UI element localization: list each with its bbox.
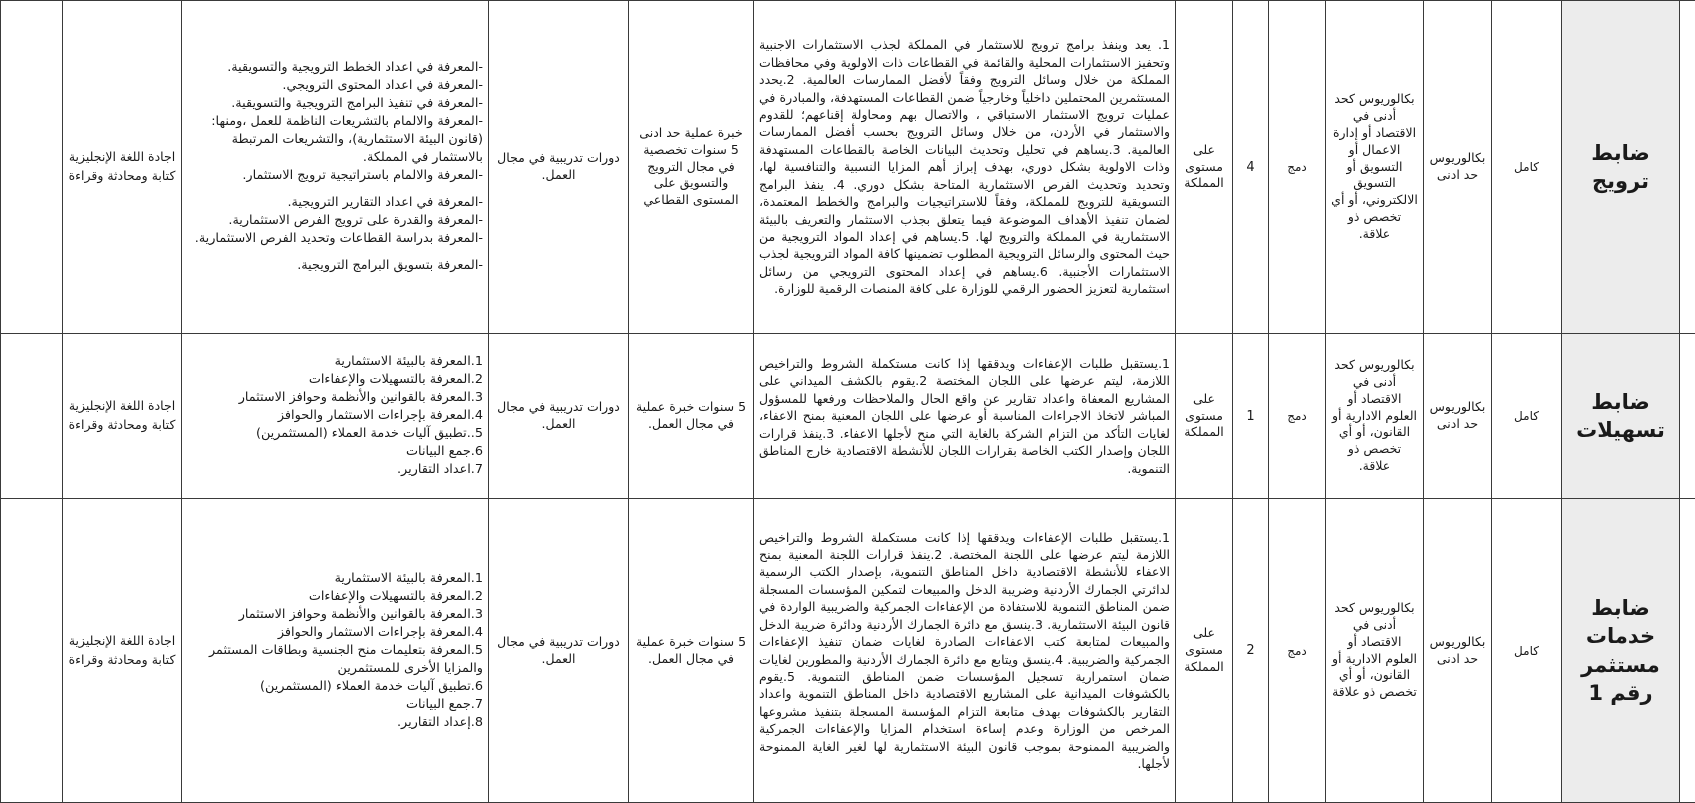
- table-row: [1, 1, 1695, 334]
- work-level: على مستوى المملكة: [1176, 499, 1233, 803]
- vacancy-count: 4: [1233, 1, 1269, 334]
- category: دمج: [1269, 334, 1326, 499]
- competency-item: -المعرفة بتسويق البرامج الترويجية.: [187, 257, 483, 275]
- competency-item: 5.المعرفة بتعليمات منح الجنسية وبطاقات المستثمر والمزايا الأخرى للمستثمرين: [187, 642, 483, 678]
- job-tasks: 1.يستقبل طلبات الإعفاءات ويدققها إذا كانت مستكملة الشروط والتراخيص اللازمة ليتم عرضها على اللجنة المختصة. 2.ينفذ قرارات اللجنة المعنية بمنح الاعفاء للأنشطة الاقتصادية داخل المناطق التنموية، بإصدار الكتب الرسمية لدائرتي الجمارك الأردنية وضريبة الدخل والمبيعات لتمكين المؤسسات المسجلة ضمن المناطق التنموية للاستفادة من الإعفاءات الجمركية والضريبية الواردة في قانون البيئة الاستثمارية. 3.ينسق مع دائرة الجمارك الأردنية ودائرة ضريبة الدخل والمبيعات لمتابعة كتب الاعفاءات الصادرة لغايات ضمان تنفيذ الإعفاءات الجمركية والضريبية. 4.ينسق ويتابع مع دائرة الجمارك الأردنية والمطورين لغايات ضمان استمرارية تسجيل المؤسسات ضمن المناطق التنموية. 5.يقوم بالكشوفات الميدانية على المشاريع الاقتصادية داخل المناطق التنموية واعداد التقارير بالكشوفات بهدف متابعة التزام المؤسسة المسجلة بتنفيذ مشروعها المرخص من الوزارة وعدم إساءة استخدام المزايا والإعفاءات الجمركية والضريبية الممنوحة بموجب قانون البيئة الاستثمارية لها لغير الغاية الممنوحة لأجلها.: [754, 499, 1176, 803]
- job-title: ضابط ترويج: [1562, 1, 1680, 334]
- job-type: كامل: [1492, 334, 1562, 499]
- min-qualification: بكالوريوس حد ادنى: [1424, 499, 1492, 803]
- competency-item: -المعرفة في تنفيذ البرامج الترويجية والتسويقية.: [187, 95, 483, 113]
- row-edge-strip: [1, 334, 63, 499]
- min-qualification: بكالوريوس حد ادنى: [1424, 334, 1492, 499]
- row-edge-strip: [1680, 499, 1695, 803]
- competency-item: 7.جمع البيانات: [187, 696, 483, 714]
- competency-item: -المعرفة بدراسة القطاعات وتحديد الفرص الاستثمارية.: [187, 230, 483, 248]
- job-tasks: 1.يستقبل طلبات الإعفاءات ويدققها إذا كانت مستكملة الشروط والتراخيص اللازمة، ليتم عرضها على اللجان المختصة 2.يقوم بالكشف الميداني على المشاريع المعفاة واعداد تقارير عن واقع الحال والملاحظات ورفعها للمسؤول المباشر لاتخاذ الاجراءات المناسبة أو عرضها على اللجان المعنية بمنح الاعفاء، لغايات التأكد من التزام الشركة بالغاية التي منح لأجلها الاعفاء. 3.ينفذ قرارات اللجان وإصدار الكتب الخاصة بقرارات اللجان للأنشطة الاقتصادية خارج المناطق التنموية.: [754, 334, 1176, 499]
- competency-item: 7.اعداد التقارير.: [187, 461, 483, 479]
- category: دمج: [1269, 499, 1326, 803]
- competency-item: -المعرفة والقدرة على ترويج الفرص الاستثمارية.: [187, 212, 483, 230]
- competency-item: -المعرفة في اعداد التقارير الترويجية.: [187, 194, 483, 212]
- competency-item: 2.المعرفة بالتسهيلات والإعفاءات: [187, 588, 483, 606]
- competency-item: [187, 248, 483, 257]
- competency-item: 1.المعرفة بالبيئة الاستثمارية: [187, 570, 483, 588]
- experience: 5 سنوات خبرة عملية في مجال العمل.: [629, 334, 754, 499]
- job-type: كامل: [1492, 499, 1562, 803]
- job-title: ضابط خدمات مستثمر رقم 1: [1562, 499, 1680, 803]
- training-courses: دورات تدريبية في مجال العمل.: [489, 334, 629, 499]
- row-edge-strip: [1680, 334, 1695, 499]
- training-courses: دورات تدريبية في مجال العمل.: [489, 499, 629, 803]
- competency-item: 4.المعرفة بإجراءات الاستثمار والحوافز: [187, 624, 483, 642]
- competency-item: 3.المعرفة بالقوانين والأنظمة وحوافز الاستثمار: [187, 389, 483, 407]
- specialization: بكالوريوس كحد أدنى في الاقتصاد أو إدارة الاعمال أو التسويق أو التسويق الالكتروني، أو أي تخصص ذو علاقة.: [1326, 1, 1424, 334]
- table-row: [1, 334, 1695, 499]
- row-edge-strip: [1680, 1, 1695, 334]
- competency-item: [187, 185, 483, 194]
- table-row: [1, 499, 1695, 803]
- work-level: على مستوى المملكة: [1176, 334, 1233, 499]
- table-body: [1, 1, 1695, 803]
- competencies-list: [182, 334, 489, 499]
- competency-item: 6.تطبيق آليات خدمة العملاء (المستثمرين): [187, 678, 483, 696]
- job-tasks: 1. يعد وينفذ برامج ترويج للاستثمار في المملكة لجذب الاستثمارات الاجنبية وتحفيز الاستثمارات المحلية والقائمة في القطاعات ذات الاولوية وفي محافظات المملكة من خلال وسائل الترويج وفقاً لأفضل الممارسات العالمية. 2.يحدد المستثمرين المحتملين داخلياً وخارجياً ضمن القطاعات المستهدفة، والمبادرة في عمليات ترويج الاستثمار الاستباقي ، والاتصال بهم ومحاولة إقناعهم؛ للقدوم والاستثمار في الأردن، من خلال وسائل الترويج بحسب أفضل الممارسات العالمية. 3.يساهم في تحليل وتحديث البيانات الخاصة بالقطاعات المستهدفة وذات الاولوية بشكل دوري، بهدف إبراز أهم المزايا النسبية والتنافسية لها، وتحديد وتحديث الفرص الاستثمارية المتاحة بشكل دوري. 4. ينفذ البرامج التسويقية للترويج للمملكة، وفقاً للاستراتيجيات والبرامج والخطط المعتمدة، لضمان تنفيذ الأهداف الموضوعة فيما يتعلق بجذب الاستثمار والتعريف بالبيئة الاستثمارية في المملكة والترويج لها. 5.يساهم في إعداد المواد الترويجية من حيث المحتوى والرسائل الترويجية المطلوب تضمينها كافة المواد الترويجية لجذب الاستثمارات الأجنبية. 6.يساهم في إعداد المحتوى الترويجي من رسائل استثمارية لتعزيز الحضور الرقمي للوزارة على كافة المنصات الرقمية للوزارة.: [754, 1, 1176, 334]
- competency-item: 5..تطبيق آليات خدمة العملاء (المستثمرين): [187, 425, 483, 443]
- vacancy-count: 1: [1233, 334, 1269, 499]
- language-requirement: اجادة اللغة الإنجليزية كتابة ومحادثة وقراءة: [63, 334, 182, 499]
- competency-item: -المعرفة في اعداد الخطط الترويجية والتسويقية.: [187, 59, 483, 77]
- job-type: كامل: [1492, 1, 1562, 334]
- competency-item: 2.المعرفة بالتسهيلات والإعفاءات: [187, 371, 483, 389]
- competency-item: 4.المعرفة بإجراءات الاستثمار والحوافز: [187, 407, 483, 425]
- competency-item: -المعرفة والالمام باستراتيجية ترويج الاستثمار.: [187, 167, 483, 185]
- specialization: بكالوريوس كحد أدنى في الاقتصاد أو العلوم الادارية أو القانون، أو أي تخصص ذو علاقة: [1326, 499, 1424, 803]
- category: دمج: [1269, 1, 1326, 334]
- competency-item: -المعرفة في اعداد المحتوى الترويجي.: [187, 77, 483, 95]
- row-edge-strip: [1, 1, 63, 334]
- job-title: ضابط تسهيلات: [1562, 334, 1680, 499]
- competency-item: 8.إعداد التقارير.: [187, 714, 483, 732]
- competency-item: 1.المعرفة بالبيئة الاستثمارية: [187, 353, 483, 371]
- competency-item: 6.جمع البيانات: [187, 443, 483, 461]
- competency-item: -المعرفة والالمام بالتشريعات الناظمة للعمل ،ومنها: (قانون البيئة الاستثمارية)، والتشريعات المرتبطة بالاستثمار في المملكة.: [187, 113, 483, 167]
- min-qualification: بكالوريوس حد ادنى: [1424, 1, 1492, 334]
- experience: 5 سنوات خبرة عملية في مجال العمل.: [629, 499, 754, 803]
- competencies-list: [182, 499, 489, 803]
- specialization: بكالوريوس كحد أدنى في الاقتصاد أو العلوم الادارية أو القانون، أو أي تخصص ذو علاقة.: [1326, 334, 1424, 499]
- work-level: على مستوى المملكة: [1176, 1, 1233, 334]
- language-requirement: اجادة اللغة الإنجليزية كتابة ومحادثة وقراءة: [63, 1, 182, 334]
- row-edge-strip: [1, 499, 63, 803]
- training-courses: دورات تدريبية في مجال العمل.: [489, 1, 629, 334]
- competencies-list: [182, 1, 489, 334]
- competency-item: 3.المعرفة بالقوانين والأنظمة وحوافز الاستثمار: [187, 606, 483, 624]
- experience: خبرة عملية حد ادنى 5 سنوات تخصصية في مجال الترويج والتسويق على المستوى القطاعي: [629, 1, 754, 334]
- language-requirement: اجادة اللغة الإنجليزية كتابة ومحادثة وقراءة: [63, 499, 182, 803]
- vacancy-count: 2: [1233, 499, 1269, 803]
